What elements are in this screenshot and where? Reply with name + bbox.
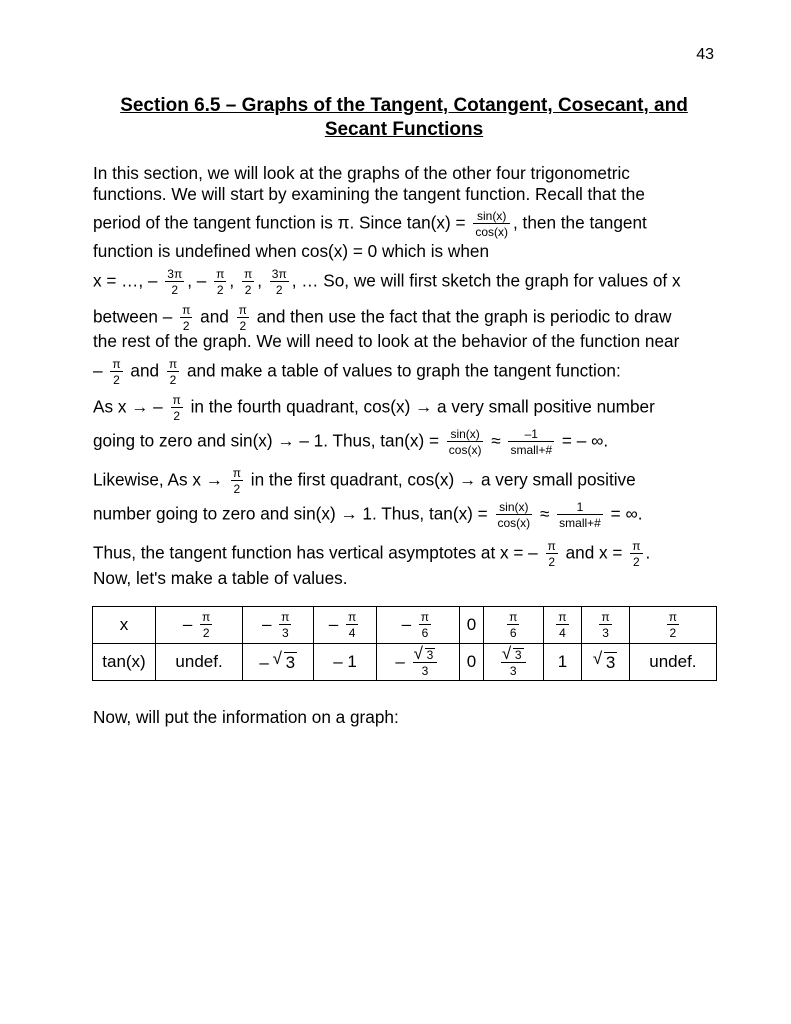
minus-sign: – [182, 614, 193, 634]
table-cell: tan(x) [93, 644, 156, 681]
fraction [279, 611, 291, 639]
table-cell [484, 607, 543, 644]
text: and then use the fact that the graph is periodic to draw [256, 306, 672, 327]
denominator: cos(x) [497, 516, 531, 530]
fraction [180, 304, 192, 332]
numerator: π [632, 539, 641, 553]
text: between – [93, 306, 173, 327]
table-cell [543, 607, 582, 644]
table-cell [376, 644, 459, 681]
fraction [242, 268, 254, 296]
fraction [200, 611, 212, 639]
denominator: 3 [281, 626, 289, 640]
table-cell [243, 644, 314, 681]
minus-sign: – [328, 614, 339, 634]
denominator: 2 [216, 283, 224, 297]
radicand: 3 [605, 652, 616, 672]
fraction [557, 501, 603, 529]
denominator: cos(x) [475, 225, 508, 239]
table-cell [582, 607, 629, 644]
title-line-2: Secant Functions [324, 119, 484, 140]
denominator: 2 [173, 409, 180, 423]
text: and [130, 360, 160, 381]
fraction [507, 611, 519, 639]
denominator: 2 [169, 373, 177, 387]
radicand: 3 [285, 652, 296, 672]
fraction [419, 611, 431, 639]
denominator: 2 [113, 373, 120, 387]
para-line-11 [93, 467, 636, 495]
numerator: π [172, 393, 181, 407]
radicand: 3 [514, 647, 522, 662]
para-line-15: Now, will put the information on a graph: [93, 707, 399, 727]
numerator: π [547, 539, 556, 553]
text: , – [187, 270, 207, 291]
text: in the fourth quadrant, cos(x) → a very small positive number [190, 396, 655, 417]
fraction [110, 358, 122, 386]
text: , [257, 270, 263, 291]
denominator: 2 [633, 555, 640, 569]
numerator: π [243, 267, 253, 281]
text: and make a table of values to graph the tangent function: [186, 360, 621, 381]
square-root [594, 652, 617, 673]
table-cell: 0 [459, 644, 483, 681]
fraction [473, 210, 510, 238]
fraction [270, 268, 289, 296]
para-line-7: the rest of the graph. We will need to look at the behavior of the function near [93, 331, 680, 351]
table-cell [376, 607, 459, 644]
section-title [90, 94, 718, 142]
denominator: 2 [182, 319, 190, 333]
fraction [599, 611, 611, 639]
text: ≈ [491, 430, 501, 451]
table-cell [629, 607, 716, 644]
para-line-10 [93, 428, 608, 456]
numerator: sin(x) [496, 501, 533, 515]
denominator: 2 [202, 626, 210, 640]
text: , … So, we will first sketch the graph for values of x [291, 270, 681, 291]
fraction [501, 648, 526, 677]
numerator [413, 648, 438, 663]
table-cell [582, 644, 629, 681]
denominator: 2 [669, 626, 677, 640]
para-line-2: functions. We will start by examining the tangent function. Recall that the [93, 184, 645, 204]
numerator: π [168, 357, 178, 371]
numerator: π [558, 610, 567, 624]
numerator: π [347, 610, 357, 624]
table-row-tan [93, 644, 717, 681]
para-line-1: In this section, we will look at the graphs of the other four trigonometric [93, 163, 630, 183]
fraction [231, 467, 243, 495]
minus-sign: – [261, 614, 272, 634]
para-line-12 [93, 501, 642, 529]
denominator: 2 [233, 482, 241, 496]
table-cell: 0 [459, 607, 483, 644]
numerator: π [182, 303, 191, 317]
text: and x = [565, 542, 623, 563]
square-root [503, 648, 524, 661]
fraction [165, 268, 184, 296]
text: period of the tangent function is π. Since tan(x) = [93, 212, 466, 233]
numerator: π [232, 466, 241, 480]
text: going to zero and sin(x) → – 1. Thus, tan(x) = [93, 430, 439, 451]
table-row-x [93, 607, 717, 644]
table-cell: undef. [629, 644, 716, 681]
fraction [346, 611, 358, 639]
square-root [415, 648, 436, 661]
fraction [167, 358, 179, 386]
minus-sign: – [401, 614, 412, 634]
para-line-9 [93, 394, 655, 422]
para-line-8 [93, 358, 621, 386]
fraction [667, 611, 679, 639]
denominator: 3 [421, 663, 429, 678]
fraction [546, 540, 558, 568]
fraction [496, 501, 533, 529]
denominator: small+# [510, 443, 553, 457]
title-line-1: Section 6.5 – Graphs of the Tangent, Cotangent, Cosecant, and [120, 95, 688, 116]
numerator: sin(x) [447, 428, 484, 442]
text: x = …, – [93, 270, 158, 291]
denominator: small+# [559, 516, 601, 530]
numerator: π [216, 267, 225, 281]
table-cell: – 1 [314, 644, 376, 681]
table-cell [243, 607, 314, 644]
text: Thus, the tangent function has vertical asymptotes at x = – [93, 542, 538, 563]
denominator: 6 [421, 626, 429, 640]
numerator: 1 [557, 501, 603, 515]
numerator: π [281, 610, 290, 624]
fraction [214, 268, 226, 296]
para-line-5 [93, 268, 681, 296]
para-line-14: Now, let's make a table of values. [93, 568, 348, 588]
table-cell [156, 607, 243, 644]
fraction [413, 648, 438, 677]
text: and [200, 306, 229, 327]
numerator: –1 [508, 428, 554, 442]
text: = ∞. [610, 503, 643, 524]
numerator: π [238, 303, 247, 317]
numerator: π [668, 610, 678, 624]
table-cell [484, 644, 543, 681]
fraction [237, 304, 249, 332]
values-table [92, 606, 717, 681]
minus-sign: – [259, 652, 269, 672]
para-line-3 [93, 210, 647, 238]
table-cell: x [93, 607, 156, 644]
denominator: 2 [275, 283, 283, 297]
para-line-13 [93, 540, 650, 568]
radicand: 3 [426, 647, 434, 662]
numerator: sin(x) [473, 210, 510, 224]
denominator: 3 [509, 663, 517, 678]
page-number: 43 [696, 46, 714, 63]
numerator: π [112, 357, 121, 371]
numerator: π [202, 610, 211, 624]
text: in the first quadrant, cos(x) → a very small positive [250, 469, 636, 490]
text: , [229, 270, 235, 291]
fraction [630, 540, 642, 568]
denominator: 2 [548, 555, 556, 569]
table-cell: 1 [543, 644, 582, 681]
numerator [501, 648, 526, 663]
para-line-6 [93, 304, 671, 332]
numerator: 3π [271, 267, 287, 281]
denominator: 4 [348, 626, 356, 640]
table-cell: undef. [156, 644, 243, 681]
denominator: 3 [602, 626, 609, 640]
denominator: 6 [509, 626, 517, 640]
text: – [93, 360, 103, 381]
minus-sign: – [395, 651, 405, 671]
numerator: π [420, 610, 430, 624]
fraction [447, 428, 484, 456]
denominator: cos(x) [448, 443, 482, 457]
denominator: 2 [244, 283, 252, 297]
text: , then the tangent [513, 212, 647, 233]
denominator: 2 [171, 283, 179, 297]
denominator: 4 [559, 626, 566, 640]
text: number going to zero and sin(x) → 1. Thus, tan(x) = [93, 503, 488, 524]
fraction [556, 611, 568, 639]
text: As x → – [93, 396, 163, 417]
para-line-4: function is undefined when cos(x) = 0 which is when [93, 241, 490, 261]
denominator: 2 [239, 319, 247, 333]
numerator: 3π [167, 267, 183, 281]
text: Likewise, As x → [93, 469, 223, 490]
numerator: π [601, 610, 610, 624]
text: ≈ [539, 503, 550, 524]
text: = – ∞. [561, 430, 609, 451]
numerator: π [509, 610, 518, 624]
square-root [274, 652, 297, 673]
text: . [645, 542, 651, 563]
fraction [171, 394, 183, 422]
table-cell [314, 607, 376, 644]
fraction [508, 428, 554, 456]
